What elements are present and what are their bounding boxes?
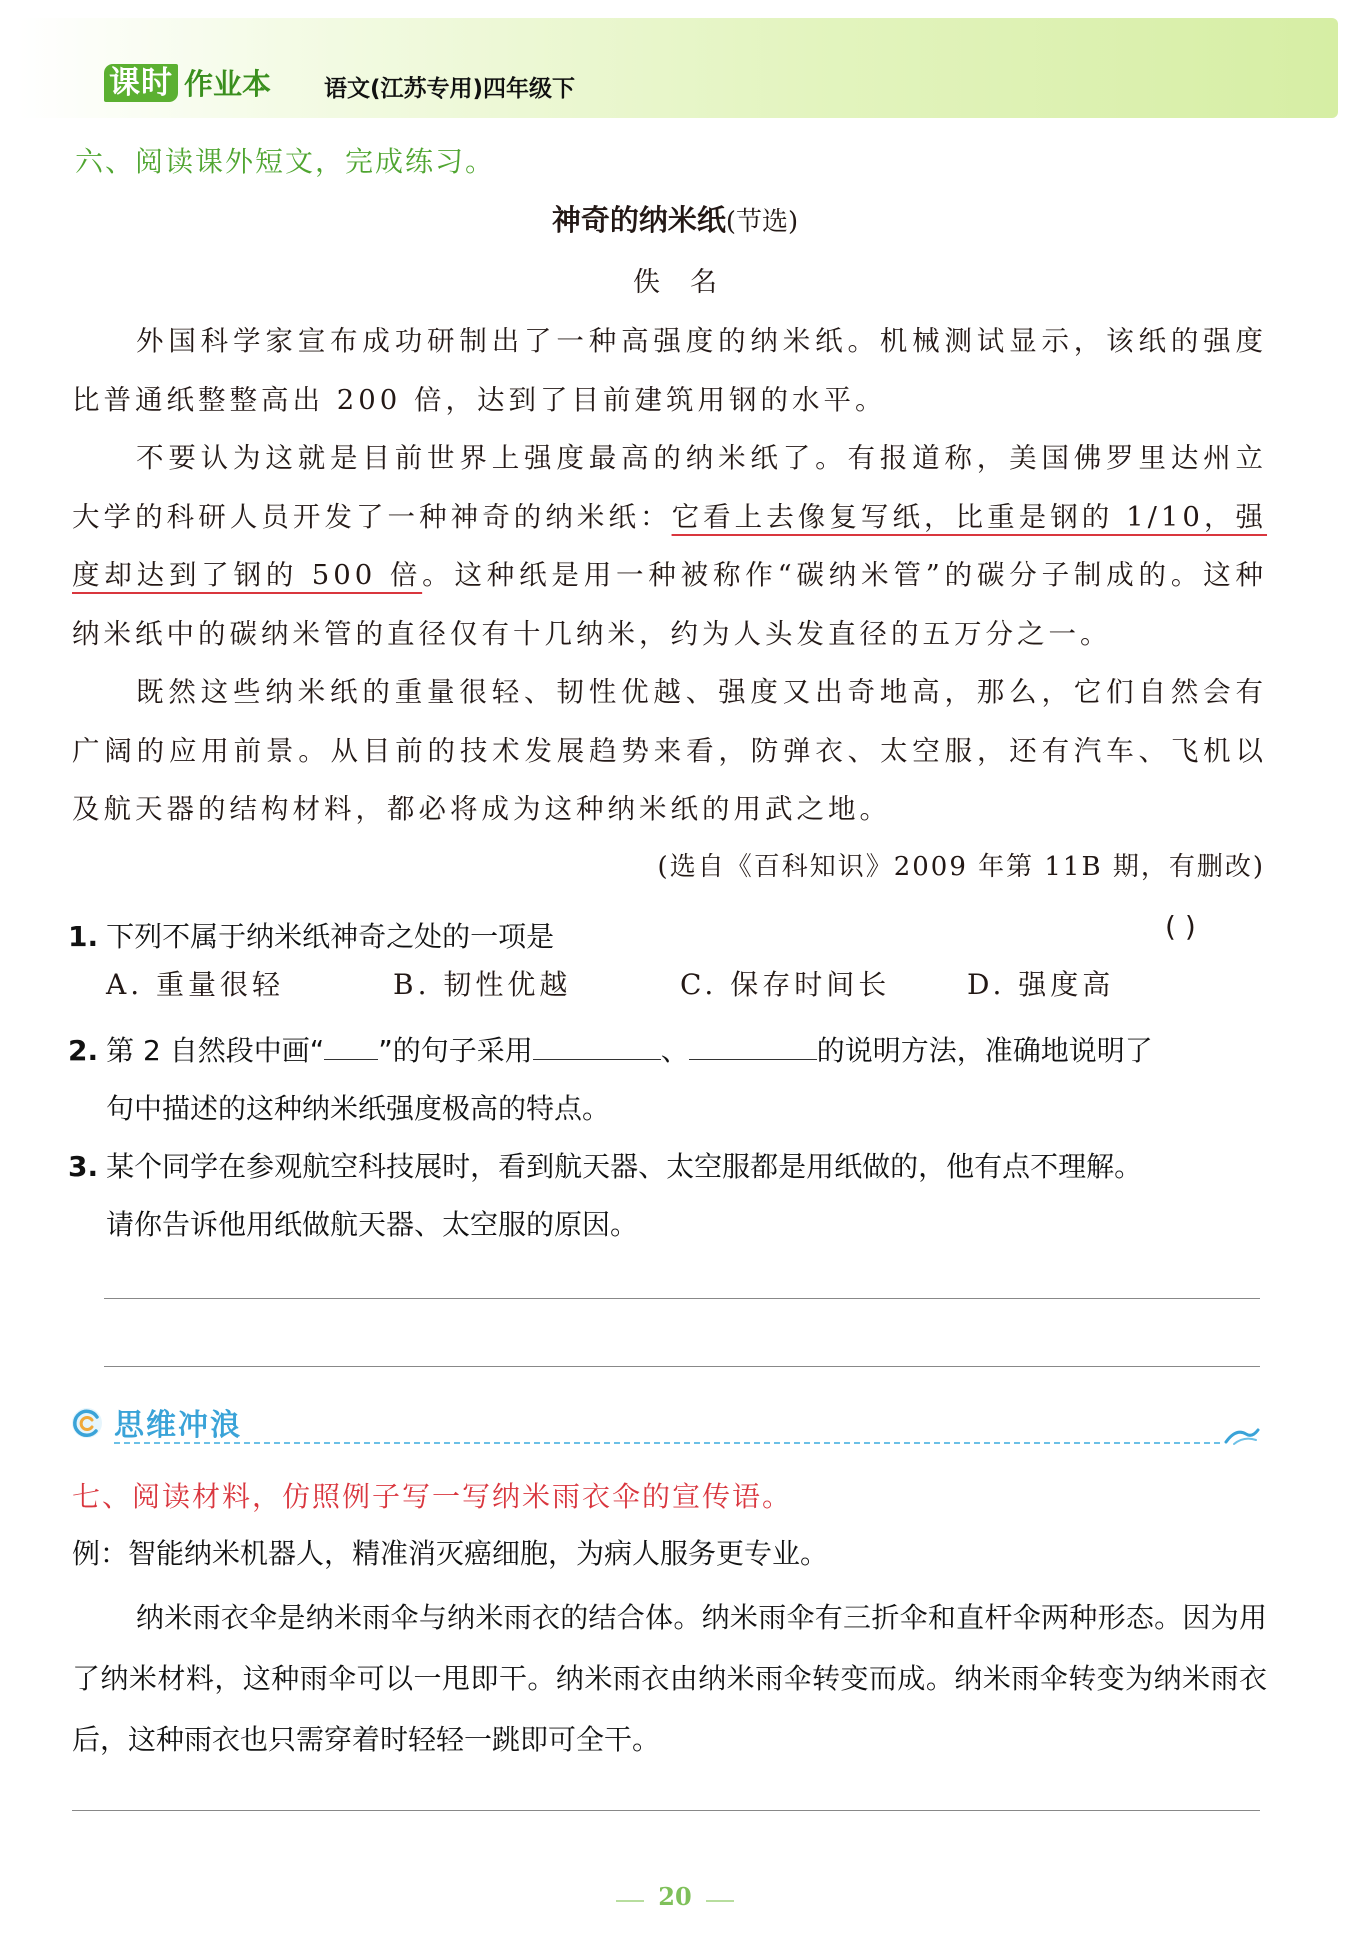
- section-6-title: 六、阅读课外短文，完成练习。: [75, 145, 496, 178]
- p2-underlined-sentence: 它看上去像复写纸，比重是钢的 1/10，强度却达到了钢的 500 倍: [72, 500, 1268, 591]
- swirl-icon: [70, 1406, 104, 1440]
- question-2-part-3: 、: [660, 1034, 689, 1067]
- passage-paragraph-3: 既然这些纳米纸的重量很轻、韧性优越、强度又出奇地高，那么，它们自然会有广阔的应用前景。从目前的技术发展趋势来看，防弹衣、太空服，还有汽车、飞机以及航天器的结构材料，都必将成为这种纳米纸的用武之地。: [72, 676, 1267, 825]
- question-1-text: 下列不属于纳米纸神奇之处的一项是: [106, 920, 555, 953]
- q3-answer-line-1[interactable]: [104, 1298, 1260, 1299]
- underline-sample-blank: [324, 1029, 378, 1060]
- brand-logo-box: 课时: [104, 64, 178, 102]
- method-blank-1[interactable]: [533, 1029, 661, 1060]
- question-2-part-1: 第 2 自然段中画“: [106, 1034, 325, 1067]
- article-author: 佚名: [633, 267, 747, 298]
- siwei-title: 思维冲浪: [114, 1408, 242, 1443]
- question-1-number: 1.: [68, 920, 99, 953]
- wave-icon: [1224, 1422, 1260, 1446]
- section-7-title: 七、阅读材料，仿照例子写一写纳米雨衣伞的宣传语。: [72, 1480, 793, 1513]
- siwei-dashed-line: [114, 1442, 1220, 1444]
- question-2-part-2: ”的句子采用: [378, 1034, 533, 1067]
- question-3-line-1: 某个同学在参观航空科技展时，看到航天器、太空服都是用纸做的，他有点不理解。: [106, 1150, 1143, 1183]
- p2-before: 不要认为这就是目前世界上强度最高的纳米纸了。有报道称，美国佛罗里达州立大学的科研人员开发了一种神奇的纳米纸：: [72, 442, 1267, 533]
- passage-source: (选自《百科知识》2009 年第 11B 期，有删改): [657, 852, 1265, 882]
- page-number-dash-right: [706, 1900, 734, 1902]
- q3-answer-line-2[interactable]: [104, 1366, 1260, 1367]
- question-2-line-2: 句中描述的这种纳米纸强度极高的特点。: [106, 1092, 611, 1125]
- article-title-note: (节选): [725, 207, 799, 237]
- question-3: [68, 1138, 1142, 1196]
- page-number: 20: [658, 1882, 692, 1911]
- article-title: [0, 198, 1350, 239]
- question-2: [68, 1022, 1278, 1080]
- subject-label: 语文(江苏专用)四年级下: [324, 76, 576, 102]
- section-7-material: 纳米雨衣伞是纳米雨伞与纳米雨衣的结合体。纳米雨伞有三折伞和直杆伞两种形态。因为用了纳米材料，这种雨伞可以一甩即干。纳米雨衣由纳米雨伞转变而成。纳米雨伞转变为纳米雨衣后，这种雨衣也只需穿着时轻轻一跳即可全干。: [72, 1601, 1267, 1756]
- brand-logo-text: 作业本: [184, 67, 272, 101]
- passage-paragraph-2: [72, 429, 1267, 663]
- q1-option-b[interactable]: B. 韧性优越: [393, 968, 572, 1001]
- section-7-example: 例：智能纳米机器人，精准消灭癌细胞，为病人服务更专业。: [72, 1537, 829, 1570]
- question-1: [68, 908, 554, 966]
- page-footer: [0, 1882, 1350, 1911]
- passage-paragraph-1: 外国科学家宣布成功研制出了一种高强度的纳米纸。机械测试显示，该纸的强度比普通纸整整高出 200 倍，达到了目前建筑用钢的水平。: [72, 325, 1267, 416]
- p2-after: 。这种纸是用一种被称作“碳纳米管”的碳分子制成的。这种纳米纸中的碳纳米管的直径仅有十几纳米，约为人头发直径的五万分之一。: [72, 559, 1267, 650]
- section-7-answer-line[interactable]: [72, 1810, 1260, 1811]
- article-title-main: 神奇的纳米纸: [551, 203, 726, 237]
- page-number-dash-left: [616, 1900, 644, 1902]
- question-1-answer-paren[interactable]: ( ): [1165, 910, 1196, 943]
- question-2-part-4: 的说明方法，准确地说明了: [816, 1034, 1153, 1067]
- siwei-banner: [70, 1402, 1260, 1442]
- method-blank-2[interactable]: [689, 1029, 817, 1060]
- question-3-line-2: 请你告诉他用纸做航天器、太空服的原因。: [106, 1208, 639, 1241]
- q1-option-c[interactable]: C. 保存时间长: [680, 968, 891, 1001]
- q1-option-d[interactable]: D. 强度高: [967, 968, 1115, 1001]
- brand-logo: [104, 62, 271, 103]
- question-2-number: 2.: [68, 1034, 99, 1067]
- question-3-number: 3.: [68, 1150, 99, 1183]
- q1-option-a[interactable]: A. 重量很轻: [106, 968, 285, 1001]
